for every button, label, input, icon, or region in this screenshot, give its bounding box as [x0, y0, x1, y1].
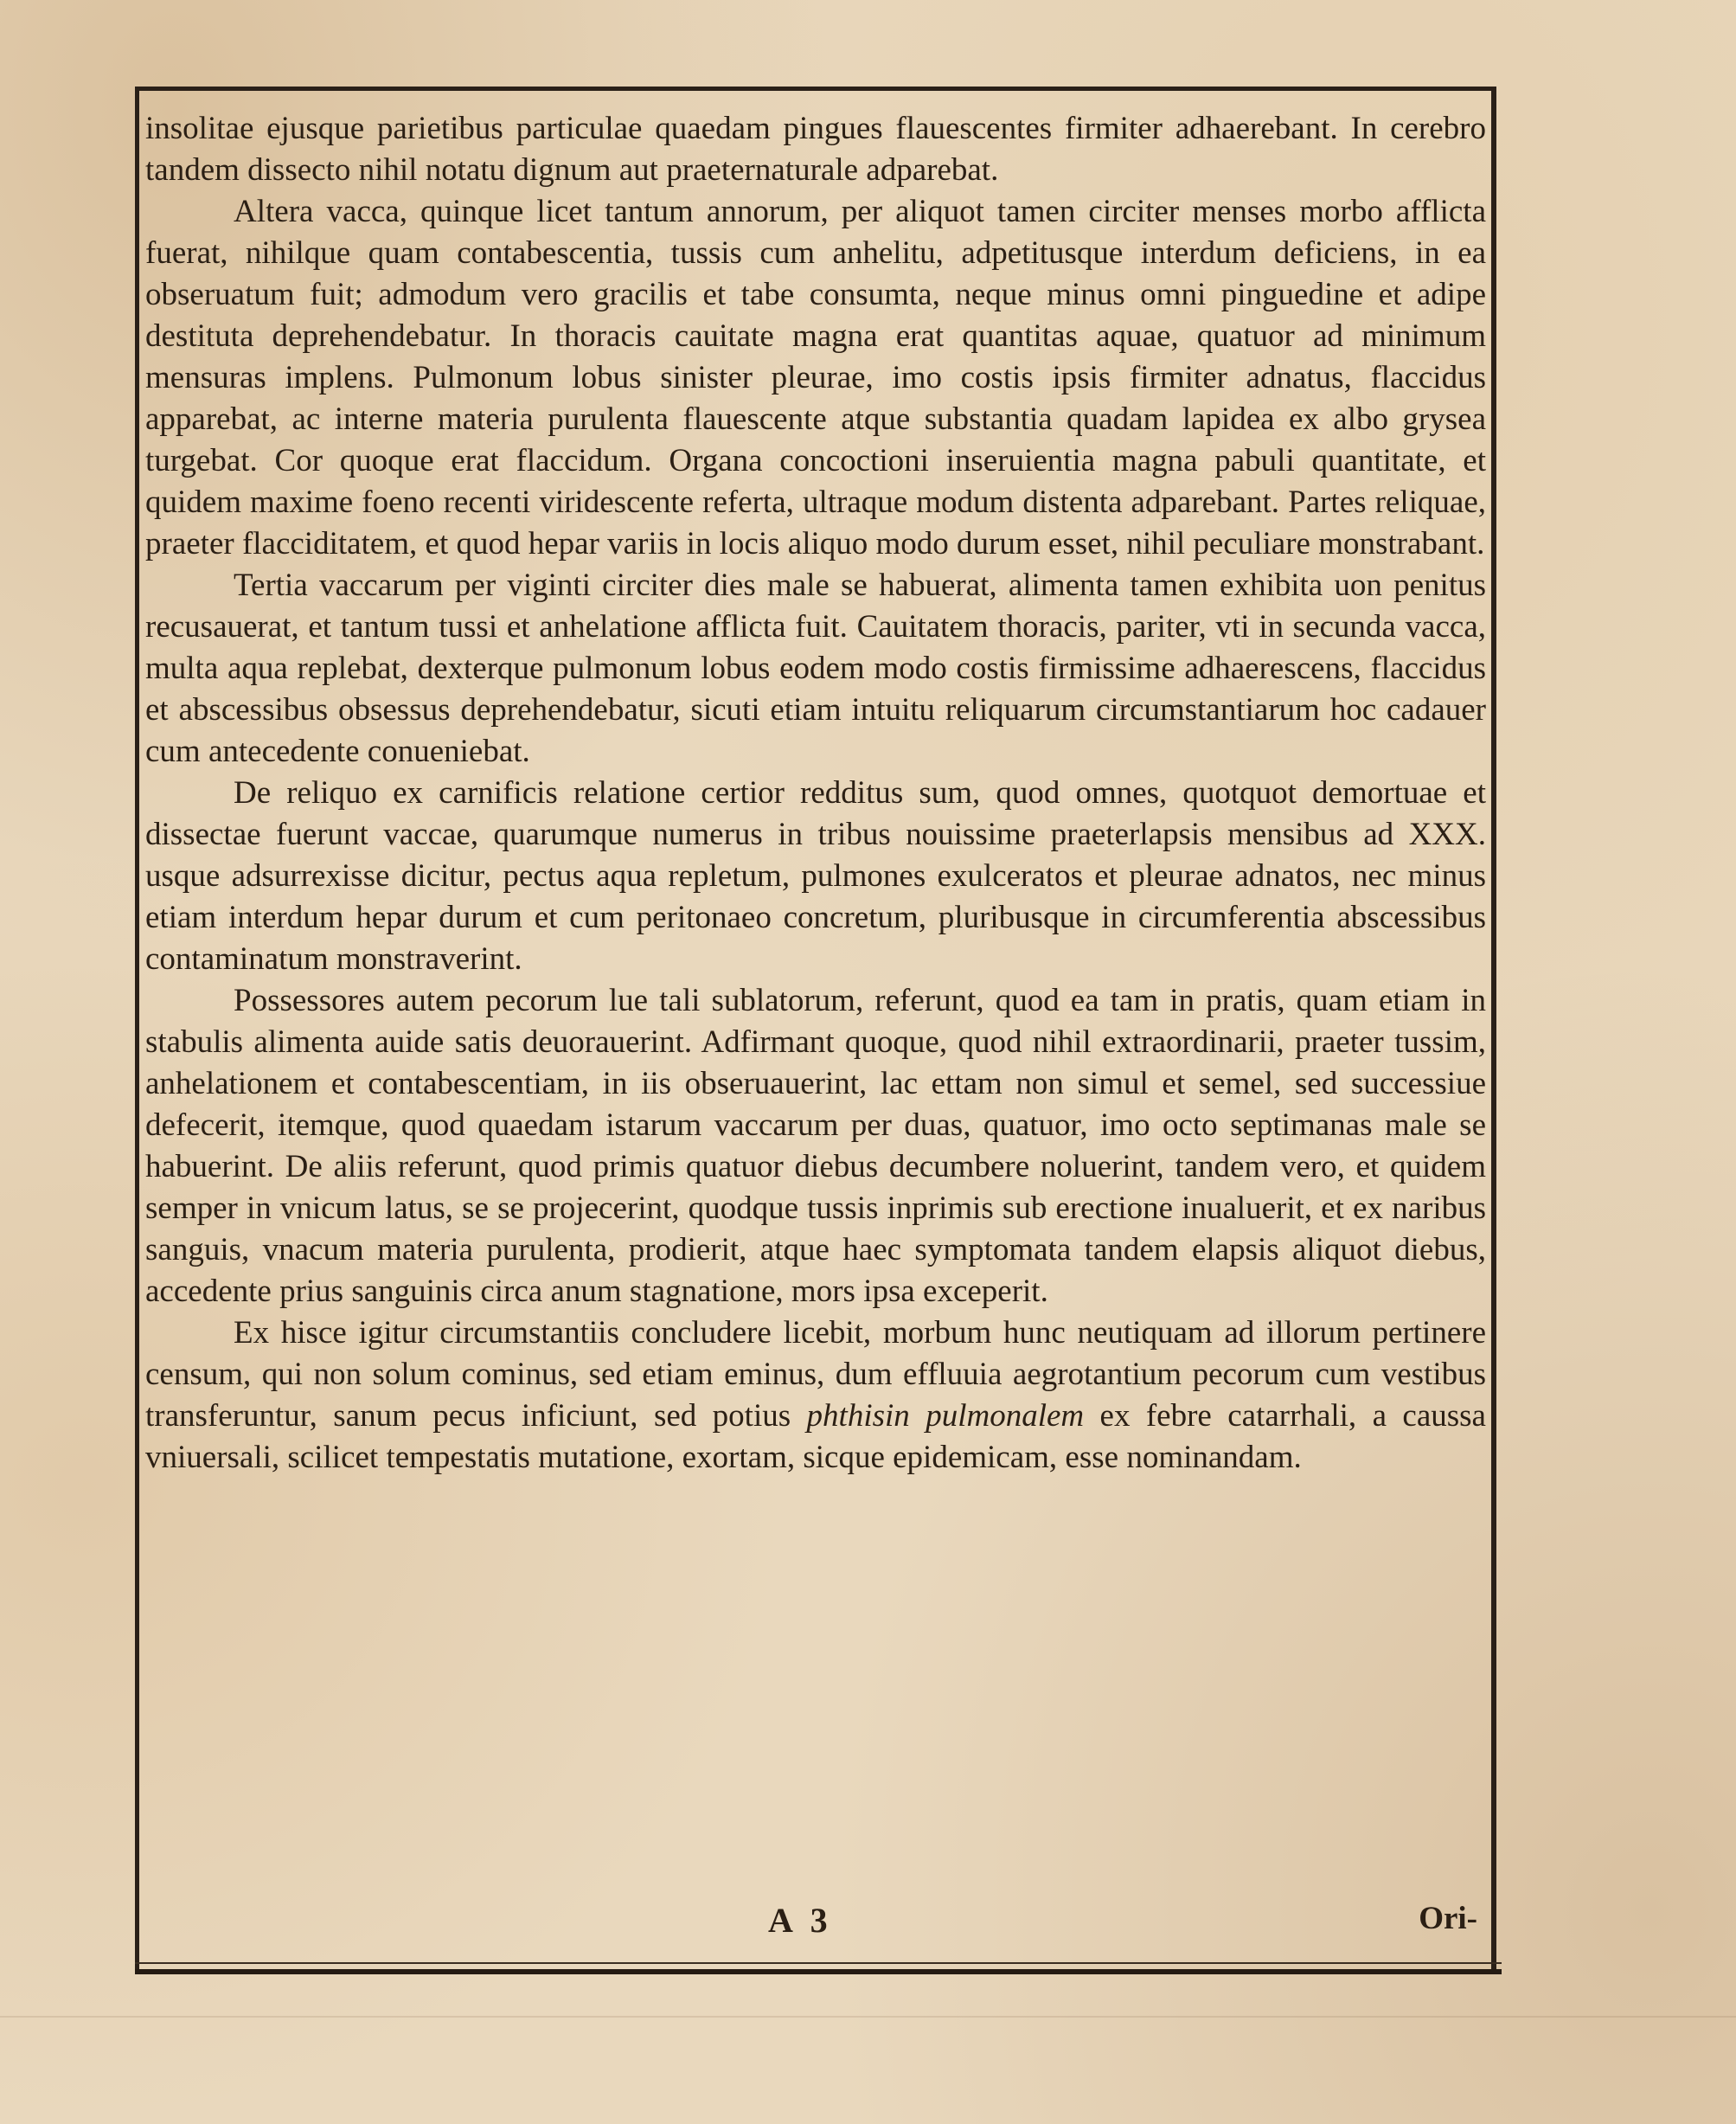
body-text [145, 108, 1486, 1479]
signature-mark: A 3 [768, 1901, 833, 1940]
page-footer [145, 1900, 1486, 1952]
paragraph-6-text-a: Ex hisce igitur circumstantiis concludere licebit, morbum hunc neutiquam ad illorum pertinere censum, qui non solum cominus, sed etiam eminus, dum effluuia aegrotantium pecorum cum vestibus transferuntur, sanum pecus inficiunt, sed potius [145, 1315, 1486, 1434]
paragraph-1: insolitae ejusque parietibus particulae quaedam pingues flauescentes firmiter adhaerebant. In cerebro tandem dissecto nihil notatu dignum aut praeternaturale adparebat. [145, 111, 1486, 188]
paragraph-6-text-b: ex febre catarrhali, a caussa vniuersali, scilicet tempestatis mutatione, exortam, sicque epidemicam, esse nominandam. [145, 1398, 1486, 1475]
paragraph-6-italic-term: phthisin pulmonalem [806, 1398, 1085, 1434]
catchword: Ori- [1419, 1901, 1477, 1936]
paragraph-4: De reliquo ex carnificis relatione certior redditus sum, quod omnes, quotquot demortuae et dissectae fuerunt vaccae, quarumque numerus in tribus nouissime praeterlapsis mensibus ad XXX. usque adsurrexisse dicitur, pectus aqua repletum, pulmones exulceratos et pleurae adnatos, nec minus etiam interdum hepar durum et cum peritonaeo concretum, pluribusque in circumferentia abscessibus contaminatum monstraverint. [145, 775, 1486, 977]
bottom-rule-thin [135, 1962, 1502, 1964]
paragraph-3: Tertia vaccarum per viginti circiter dies male se habuerat, alimenta tamen exhibita uon penitus recusauerat, et tantum tussi et anhelatione afflicta fuit. Cauitatem thoracis, pariter, vti in secunda vacca, multa aqua replebat, dexterque pulmonum lobus eodem modo costis firmissime adhaerescens, flaccidus et abscessibus obsessus deprehendebatur, sicuti etiam intuitu reliquarum circumstantiarum hoc cadauer cum antecedente conueniebat. [145, 568, 1486, 769]
paragraph-5: Possessores autem pecorum lue tali sublatorum, referunt, quod ea tam in pratis, quam etiam in stabulis alimenta auide satis deuorauerint. Adfirmant quoque, quod nihil extraordinarii, praeter tussim, anhelationem et contabescentiam, in iis obseruauerint, lac ettam non simul et semel, sed successiue defecerit, itemque, quod quaedam istarum vaccarum per duas, quatuor, imo octo septimanas male se habuerint. De aliis referunt, quod primis quatuor diebus decumbere noluerint, tandem vero, et quidem semper in vnicum latus, se se projecerint, quodque tussis inprimis sub erectione inualuerit, et ex naribus sanguis, vnacum materia purulenta, prodierit, atque haec symptomata tandem elapsis aliquot diebus, accedente prius sanguinis circa anum stagnatione, mors ipsa exceperit. [145, 983, 1486, 1309]
paper-crease [0, 2016, 1736, 2018]
paragraph-2: Altera vacca, quinque licet tantum annorum, per aliquot tamen circiter menses morbo afflicta fuerat, nihilque quam contabescentia, tussis cum anhelitu, adpetitusque interdum deficiens, in ea obseruatum fuit; admodum vero gracilis et tabe consumta, neque minus omni pinguedine et adipe destituta deprehendebatur. In thoracis cauitate magna erat quantitas aquae, quatuor ad minimum mensuras implens. Pulmonum lobus sinister pleurae, imo costis ipsis firmiter adnatus, flaccidus apparebat, ac interne materia purulenta flauescente atque substantia quadam lapidea ex albo grysea turgebat. Cor quoque erat flaccidum. Organa concoctioni inseruientia magna pabuli quantitate, et quidem maxime foeno recenti viridescente referta, ultraque modum distenta adparebant. Partes reliquae, praeter flacciditatem, et quod hepar variis in locis aliquo modo durum esset, nihil peculiare monstrabant. [145, 194, 1486, 561]
bottom-rule [135, 1969, 1502, 1974]
paragraph-6 [145, 1312, 1486, 1479]
